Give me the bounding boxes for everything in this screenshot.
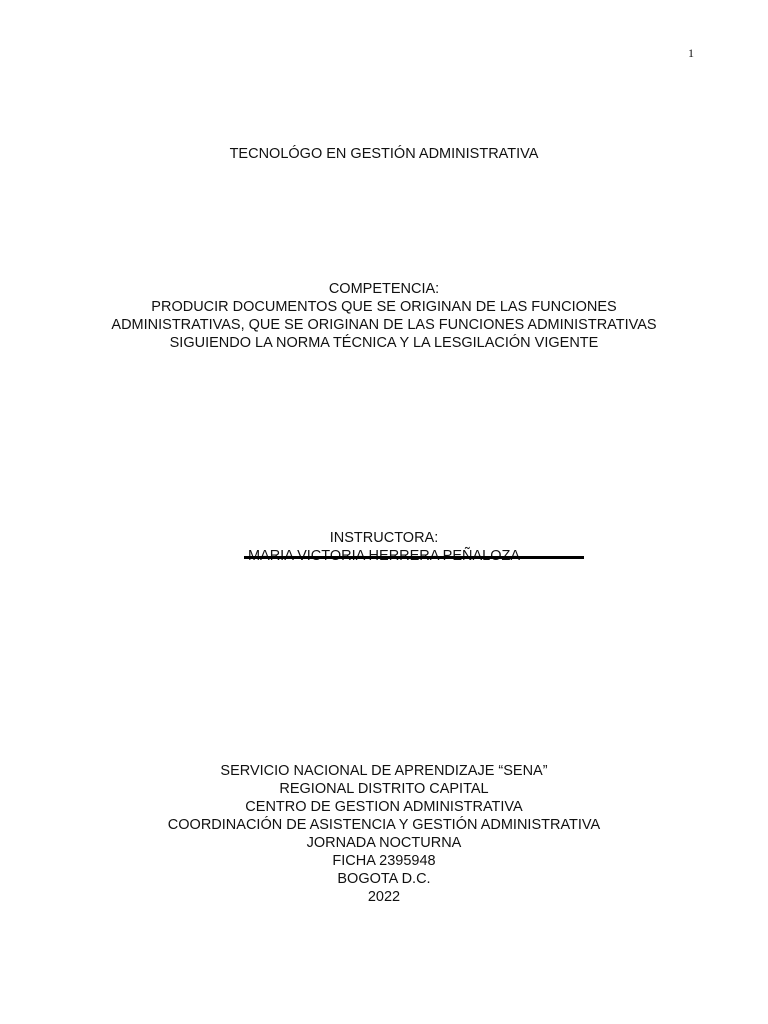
institution-line-5: JORNADA NOCTURNA	[306, 835, 462, 851]
competencia-line-1: PRODUCIR DOCUMENTOS QUE SE ORIGINAN DE LAS FUNCIONES	[151, 299, 617, 315]
institution-line-8: 2022	[367, 889, 401, 905]
page-number: 1	[688, 46, 694, 60]
institution-line-1: SERVICIO NACIONAL DE APRENDIZAJE “SENA”	[220, 763, 548, 779]
instructora-name-line	[18, 547, 750, 565]
institution-line-3: CENTRO DE GESTION ADMINISTRATIVA	[245, 799, 523, 815]
institution-line-2: REGIONAL DISTRITO CAPITAL	[279, 781, 489, 797]
competencia-line-2: ADMINISTRATIVAS, QUE SE ORIGINAN DE LAS FUNCIONES ADMINISTRATIVAS	[111, 317, 657, 333]
competencia-block	[18, 280, 750, 352]
institution-line-7: BOGOTA D.C.	[337, 871, 431, 887]
instructora-heading: INSTRUCTORA:	[329, 530, 439, 546]
instructora-block	[18, 529, 750, 565]
institution-block	[18, 762, 750, 906]
institution-line-4: COORDINACIÓN DE ASISTENCIA Y GESTIÓN ADMINISTRATIVA	[167, 817, 601, 833]
document-title: TECNOLÓGO EN GESTIÓN ADMINISTRATIVA	[229, 146, 539, 162]
competencia-heading: COMPETENCIA:	[328, 281, 440, 297]
document-title-block	[18, 145, 750, 163]
competencia-line-3: SIGUIENDO LA NORMA TÉCNICA Y LA LESGILACIÓN VIGENTE	[169, 335, 599, 351]
institution-line-6: FICHA 2395948	[332, 853, 436, 869]
redaction-strike-line	[244, 556, 584, 559]
instructora-name	[248, 547, 520, 565]
